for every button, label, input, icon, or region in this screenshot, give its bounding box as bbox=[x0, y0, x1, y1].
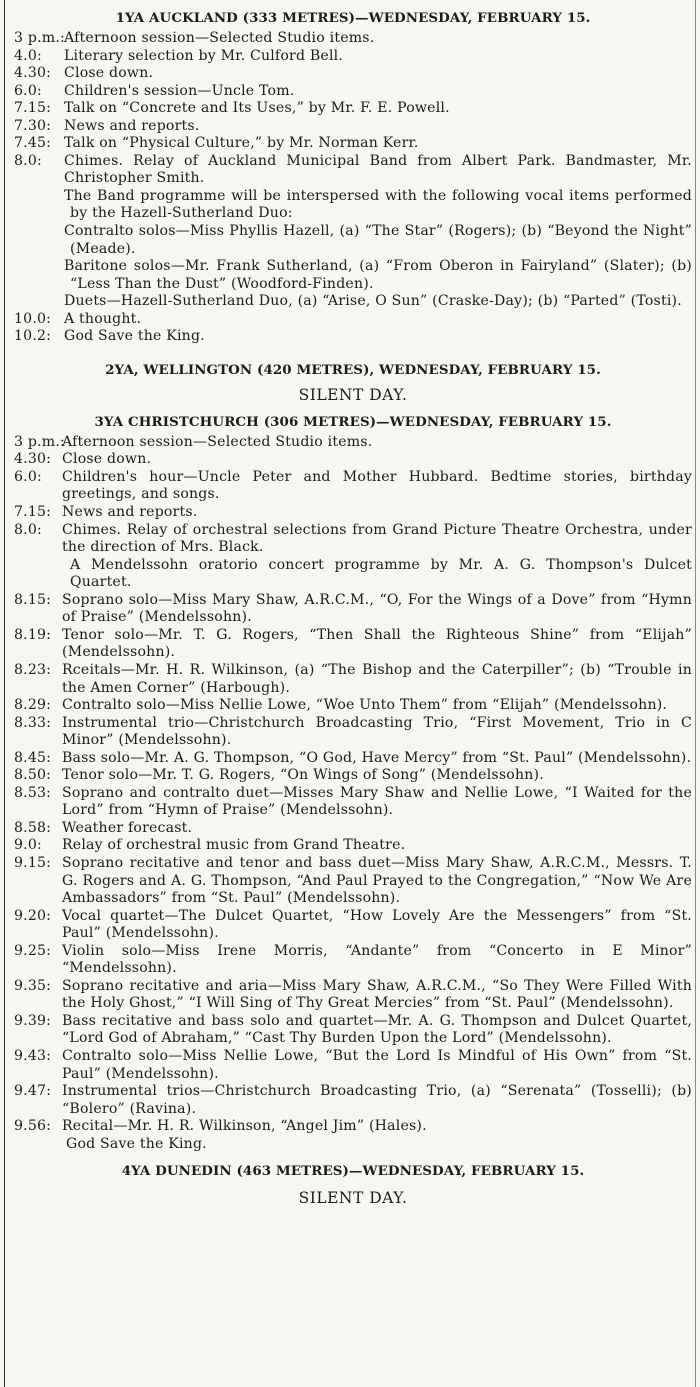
item-time: 9.47: bbox=[14, 1083, 52, 1100]
item-text: Afternoon session—Selected Studio items. bbox=[64, 30, 375, 46]
item-time: 8.0: bbox=[14, 521, 42, 538]
programme-item bbox=[14, 592, 692, 627]
programme-item bbox=[14, 1118, 692, 1136]
item-time: 8.33: bbox=[14, 714, 52, 731]
dunedin-heading: 4YA DUNEDIN (463 METRES)—WEDNESDAY, FEBRUARY 15. bbox=[121, 1163, 585, 1180]
item-text: Close down. bbox=[64, 65, 154, 82]
item-time: 9.56: bbox=[14, 1118, 52, 1135]
vocal-item: Duets—Hazell-Sutherland Duo, (a) “Arise, O Sun” (Craske-Day); (b) “Parted” (Tosti). bbox=[64, 293, 682, 310]
programme-item bbox=[14, 522, 692, 557]
item-time: 8.53: bbox=[14, 784, 52, 801]
item-text: Relay of orchestral music from Grand Theatre. bbox=[62, 837, 406, 854]
item-text: Contralto solo—Miss Nellie Lowe, “Woe Unto Them” from “Elijah” (Mendelssohn). bbox=[62, 697, 668, 714]
programme-item bbox=[14, 1083, 692, 1118]
item-text: Literary selection by Mr. Culford Bell. bbox=[64, 47, 344, 64]
oratorio-note: A Mendelssohn oratorio concert programme by Mr. A. G. Thompson's Dulcet Quartet. bbox=[70, 556, 692, 591]
item-text: Tenor solo—Mr. T. G. Rogers, “On Wings of Song” (Mendelssohn). bbox=[62, 767, 544, 784]
programme-item bbox=[14, 469, 692, 504]
item-text: Talk on “Physical Culture,” by Mr. Norman Kerr. bbox=[64, 135, 419, 152]
band-note: The Band programme will be interspersed with the following vocal items performed by the Hazell-Sutherland Duo: bbox=[64, 187, 692, 222]
item-time: 7.30: bbox=[14, 117, 52, 134]
item-text: Children's hour—Uncle Peter and Mother Hubbard. Bedtime stories, birthday greetings, and songs. bbox=[62, 468, 692, 503]
programme-item bbox=[14, 135, 692, 153]
programme-item bbox=[14, 1013, 692, 1048]
programme-item bbox=[14, 785, 692, 820]
wellington-heading: 2YA, WELLINGTON (420 METRES), WEDNESDAY, FEBRUARY 15. bbox=[105, 361, 601, 378]
item-time: 6.0: bbox=[14, 468, 42, 485]
right-column-rule bbox=[695, 0, 696, 1387]
programme-item bbox=[14, 153, 692, 188]
vocal-item: Contralto solos—Miss Phyllis Hazell, (a) “The Star” (Rogers); (b) “Beyond the Night” (Meade). bbox=[64, 223, 692, 257]
item-time: 9.43: bbox=[14, 1047, 52, 1064]
item-time: 6.0: bbox=[14, 82, 42, 99]
programme-item bbox=[14, 451, 692, 469]
item-text: Recital—Mr. H. R. Wilkinson, “Angel Jim” (Hales). bbox=[62, 1118, 427, 1135]
item-time: 9.35: bbox=[14, 977, 52, 994]
item-time: 4.30: bbox=[14, 65, 52, 82]
auckland-heading: 1YA AUCKLAND (333 METRES)—WEDNESDAY, FEBRUARY 15. bbox=[115, 10, 591, 26]
programme-item bbox=[14, 943, 692, 978]
item-time: 10.2: bbox=[14, 328, 52, 345]
item-text: Chimes. Relay of Auckland Municipal Band from Albert Park. Bandmaster, Mr. Christopher Smith. bbox=[64, 152, 692, 187]
programme-item bbox=[14, 627, 692, 662]
item-time: 8.0: bbox=[14, 152, 42, 169]
item-time: 4.0: bbox=[14, 47, 42, 64]
item-text: Close down. bbox=[62, 451, 152, 468]
item-text: Instrumental trio—Christchurch Broadcasting Trio, “First Movement, Trio in C Minor” (Mendelssohn). bbox=[62, 714, 692, 749]
item-time: 4.30: bbox=[14, 451, 52, 468]
closing-anthem: God Save the King. bbox=[66, 1135, 207, 1152]
wellington-silent-notice: SILENT DAY. bbox=[298, 385, 408, 404]
item-text: Soprano solo—Miss Mary Shaw, A.R.C.M., “O, For the Wings of a Dove” from “Hymn of Praise” (Mendelssohn). bbox=[62, 591, 692, 626]
left-column-rule bbox=[4, 0, 5, 1387]
item-time: 3 p.m.: bbox=[14, 30, 65, 46]
item-time: 8.58: bbox=[14, 819, 52, 836]
item-text: Chimes. Relay of orchestral selections from Grand Picture Theatre Orchestra, under the direction of Mrs. Black. bbox=[62, 521, 692, 556]
item-text: Bass recitative and bass solo and quartet—Mr. A. G. Thompson and Dulcet Quartet, “Lord God of Abraham,” “Cast Thy Burden Upon the Lord” (Mendelssohn). bbox=[62, 1012, 692, 1047]
programme-item bbox=[14, 504, 692, 522]
programme-item bbox=[14, 837, 692, 855]
item-text: News and reports. bbox=[64, 117, 200, 134]
programme-item bbox=[14, 820, 692, 838]
programme-item bbox=[14, 30, 692, 48]
item-text: Tenor solo—Mr. T. G. Rogers, “Then Shall the Righteous Shine” from “Elijah” (Mendelssohn). bbox=[62, 626, 692, 661]
programme-item bbox=[14, 978, 692, 1013]
programme-item bbox=[14, 100, 692, 118]
item-time: 8.19: bbox=[14, 626, 52, 643]
item-text: Vocal quartet—The Dulcet Quartet, “How Lovely Are the Messengers” from “St. Paul” (Mendelssohn). bbox=[62, 907, 692, 942]
programme-item bbox=[14, 697, 692, 715]
item-time: 8.15: bbox=[14, 591, 52, 608]
item-time: 9.39: bbox=[14, 1012, 52, 1029]
item-text: God Save the King. bbox=[64, 328, 205, 345]
programme-item bbox=[14, 750, 692, 768]
item-time: 9.20: bbox=[14, 907, 52, 924]
dunedin-silent-notice: SILENT DAY. bbox=[298, 1189, 408, 1208]
vocal-item: Baritone solos—Mr. Frank Sutherland, (a) “From Oberon in Fairyland” (Slater); (b) “Less Than the Dust” (Woodford-Finden). bbox=[64, 258, 692, 292]
item-time: 8.50: bbox=[14, 767, 52, 784]
programme-item bbox=[14, 662, 692, 697]
programme-item bbox=[14, 908, 692, 943]
item-text: Rceitals—Mr. H. R. Wilkinson, (a) “The Bishop and the Caterpiller”; (b) “Trouble in the Amen Corner” (Harbough). bbox=[62, 661, 692, 696]
item-text: Children's session—Uncle Tom. bbox=[64, 82, 295, 99]
programme-item bbox=[14, 83, 692, 101]
programme-item bbox=[14, 65, 692, 83]
item-text: Soprano recitative and tenor and bass duet—Miss Mary Shaw, A.R.C.M., Messrs. T. G. Rogers and A. G. Thompson, “And Paul Prayed to the Congregation,” “Now We Are Ambassadors” from “St. Paul” (Mendelssohn). bbox=[62, 854, 692, 907]
item-text: Afternoon session—Selected Studio items. bbox=[62, 433, 373, 450]
programme-item bbox=[14, 855, 692, 908]
item-text: Soprano and contralto duet—Misses Mary Shaw and Nellie Lowe, “I Waited for the Lord” from “Hymn of Praise” (Mendelssohn). bbox=[62, 784, 692, 819]
christchurch-programme bbox=[14, 434, 692, 1153]
programme-page bbox=[14, 4, 692, 1210]
item-text: Contralto solo—Miss Nellie Lowe, “But the Lord Is Mindful of His Own” from “St. Paul” (Mendelssohn). bbox=[62, 1047, 692, 1082]
item-time: 9.0: bbox=[14, 837, 42, 854]
programme-item bbox=[14, 767, 692, 785]
item-text: A thought. bbox=[64, 310, 142, 327]
programme-item bbox=[14, 434, 692, 452]
item-time: 9.15: bbox=[14, 854, 52, 871]
item-time: 7.45: bbox=[14, 135, 52, 152]
item-text: Talk on “Concrete and Its Uses,” by Mr. F. E. Powell. bbox=[64, 100, 450, 117]
item-text: Weather forecast. bbox=[62, 819, 193, 836]
item-text: Instrumental trios—Christchurch Broadcasting Trio, (a) “Serenata” (Tosselli); (b) “Bolero” (Ravina). bbox=[62, 1083, 692, 1117]
programme-item bbox=[14, 1048, 692, 1083]
item-time: 8.29: bbox=[14, 697, 52, 714]
item-time: 9.25: bbox=[14, 942, 52, 959]
item-text: Soprano recitative and aria—Miss Mary Shaw, A.R.C.M., “So They Were Filled With the Holy Ghost,” “I Will Sing of Thy Great Mercies” from “St. Paul” (Mendelssohn). bbox=[62, 977, 692, 1012]
item-text: Bass solo—Mr. A. G. Thompson, “O God, Have Mercy” from “St. Paul” (Mendelssohn). bbox=[62, 749, 692, 766]
programme-item bbox=[14, 118, 692, 136]
item-time: 3 p.m.: bbox=[14, 433, 65, 450]
item-time: 7.15: bbox=[14, 100, 52, 117]
item-text: Violin solo—Miss Irene Morris, “Andante” from “Concerto in E Minor” “Mendelssohn). bbox=[62, 942, 692, 977]
item-time: 10.0: bbox=[14, 310, 52, 327]
programme-item bbox=[14, 48, 692, 66]
programme-item bbox=[14, 311, 692, 329]
auckland-programme bbox=[14, 30, 692, 346]
item-time: 7.15: bbox=[14, 504, 52, 521]
item-text: News and reports. bbox=[62, 504, 198, 521]
programme-item bbox=[14, 715, 692, 750]
programme-item bbox=[14, 328, 692, 346]
item-time: 8.23: bbox=[14, 661, 52, 678]
christchurch-heading: 3YA CHRISTCHURCH (306 METRES)—WEDNESDAY, FEBRUARY 15. bbox=[94, 413, 612, 430]
item-time: 8.45: bbox=[14, 749, 52, 766]
